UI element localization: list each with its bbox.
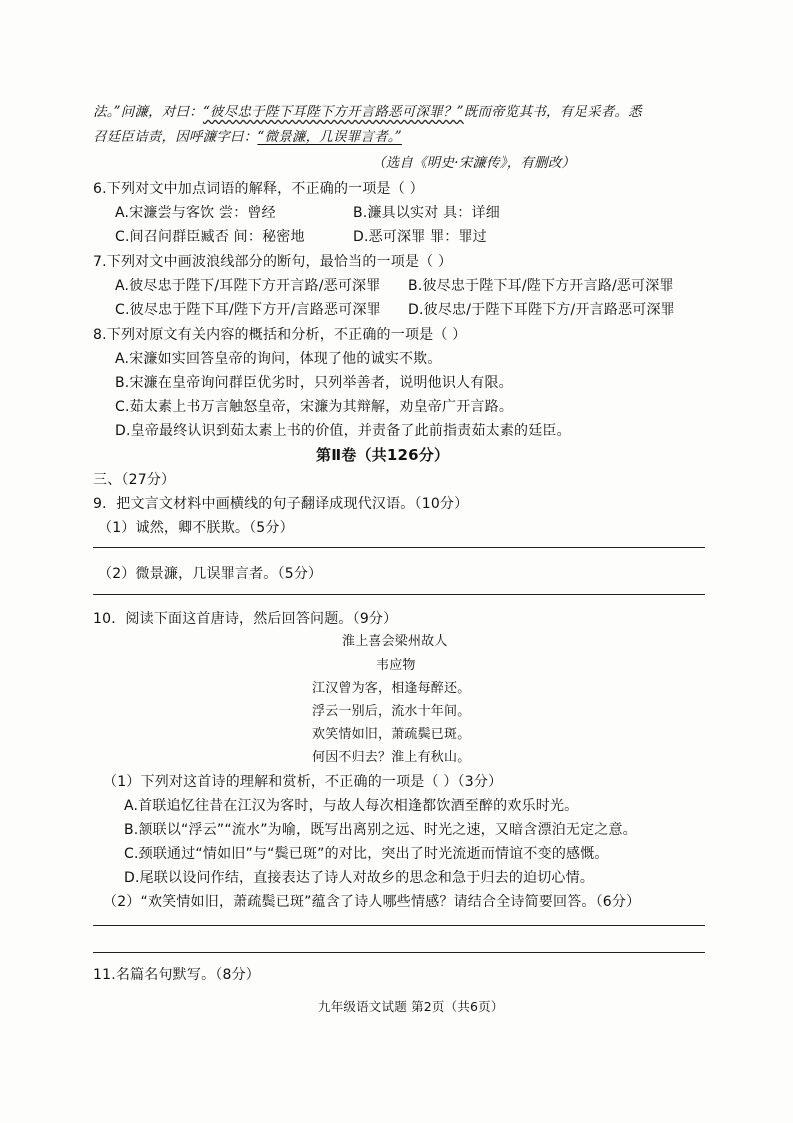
page-footer: 九年级语文试题 第2页（共6页） [318, 999, 504, 1014]
q9-sub1: （1）诚然，卿不朕欺。（5分） [98, 520, 294, 536]
passage-line-1 [93, 103, 642, 121]
q6-stem: 6.下列对文中加点词语的解释，不正确的一项是（ ） [93, 181, 424, 197]
poem-line: 欢笑情如旧，萧疏鬓已斑。 [312, 727, 471, 742]
passage-line-2 [93, 128, 402, 146]
passage-text: 召廷臣诘责，因呼濂字曰： [93, 129, 258, 145]
q8-option-d: D.皇帝最终认识到茹太素上书的价值，并责备了此前指责茹太素的廷臣。 [115, 423, 571, 439]
poem-line: 江汉曾为客，相逢每醉还。 [312, 681, 471, 696]
q11-stem: 11.名篇名句默写。（8分） [93, 967, 260, 983]
passage-text: 法。”问濂，对曰： [93, 104, 203, 120]
q10-sub1-option-a: A.首联追忆往昔在江汉为客时，与故人每次相逢都饮酒至醉的欢乐时光。 [124, 798, 579, 814]
q7-option-d: D.彼尽忠/于陛下耳陛下方/开言路恶可深罪 [408, 302, 675, 318]
q7-stem: 7.下列对文中画波浪线部分的断句，最恰当的一项是（ ） [93, 254, 453, 270]
part-heading: 三、（27分） [93, 472, 176, 488]
section-title: 第Ⅱ卷（共126分） [316, 446, 450, 464]
q6-option-c: C.间召问群臣臧否 间：秘密地 [115, 229, 305, 245]
q10-stem: 10．阅读下面这首唐诗，然后回答问题。（9分） [93, 611, 398, 627]
underlined-sentence: “微景濂，几误罪言者。” [257, 129, 402, 145]
wavy-underlined-sentence: “彼尽忠于陛下耳陛下方开言路恶可深罪？” [202, 104, 464, 120]
q6-option-d: D.恶可深罪 罪：罪过 [353, 229, 487, 245]
q9-stem: 9．把文言文材料中画横线的句子翻译成现代汉语。（10分） [93, 496, 469, 512]
q10-sub1-option-c: C.颈联通过“情如旧”与“鬓已斑”的对比，突出了时光流逝而情谊不变的感慨。 [124, 846, 609, 862]
q7-option-c: C.彼尽忠于陛下耳/陛下方开/言路恶可深罪 [115, 302, 381, 318]
poem-author: 韦应物 [376, 658, 416, 673]
q7-option-b: B.彼尽忠于陛下耳/陛下方开言路/恶可深罪 [408, 278, 674, 294]
q10-sub1-option-b: B.颔联以“浮云”“流水”为喻，既写出离别之远、时光之速，又暗含漂泊无定之意。 [124, 822, 637, 838]
passage-text: 既而帝览其书，有足采者。悉 [463, 104, 642, 120]
q8-option-c: C.茹太素上书万言触怒皇帝，宋濂为其辩解，劝皇帝广开言路。 [115, 399, 514, 415]
answer-line[interactable] [93, 925, 705, 926]
q8-option-a: A.宋濂如实回答皇帝的询问，体现了他的诚实不欺。 [115, 351, 442, 367]
poem-title: 淮上喜会梁州故人 [342, 634, 448, 649]
source-citation: （选自《明史·宋濂传》，有删改） [372, 155, 576, 171]
q9-sub2: （2）微景濂，几误罪言者。（5分） [98, 566, 323, 582]
q10-sub1-stem: （1）下列对这首诗的理解和赏析，不正确的一项是（ ）（3分） [103, 774, 503, 790]
q8-option-b: B.宋濂在皇帝询问群臣优劣时，只列举善者，说明他识人有限。 [115, 375, 513, 391]
q6-option-a: A.宋濂尝与客饮 尝：曾经 [115, 205, 276, 221]
q8-stem: 8.下列对原文有关内容的概括和分析，不正确的一项是（ ） [93, 327, 467, 343]
q6-option-b: B.濂具以实对 具：详细 [353, 205, 500, 221]
q7-option-a: A.彼尽忠于陛下/耳陛下方开言路/恶可深罪 [115, 278, 381, 294]
answer-line[interactable] [93, 594, 705, 595]
q10-sub1-option-d: D.尾联以设问作结，直接表达了诗人对故乡的思念和急于归去的迫切心情。 [124, 870, 595, 886]
answer-line[interactable] [93, 952, 705, 953]
poem-line: 浮云一别后，流水十年间。 [312, 704, 471, 719]
answer-line[interactable] [93, 547, 705, 548]
poem-line: 何因不归去？淮上有秋山。 [312, 750, 471, 765]
q10-sub2: （2）“欢笑情如旧，萧疏鬓已斑”蕴含了诗人哪些情感？请结合全诗简要回答。（6分） [103, 894, 641, 910]
